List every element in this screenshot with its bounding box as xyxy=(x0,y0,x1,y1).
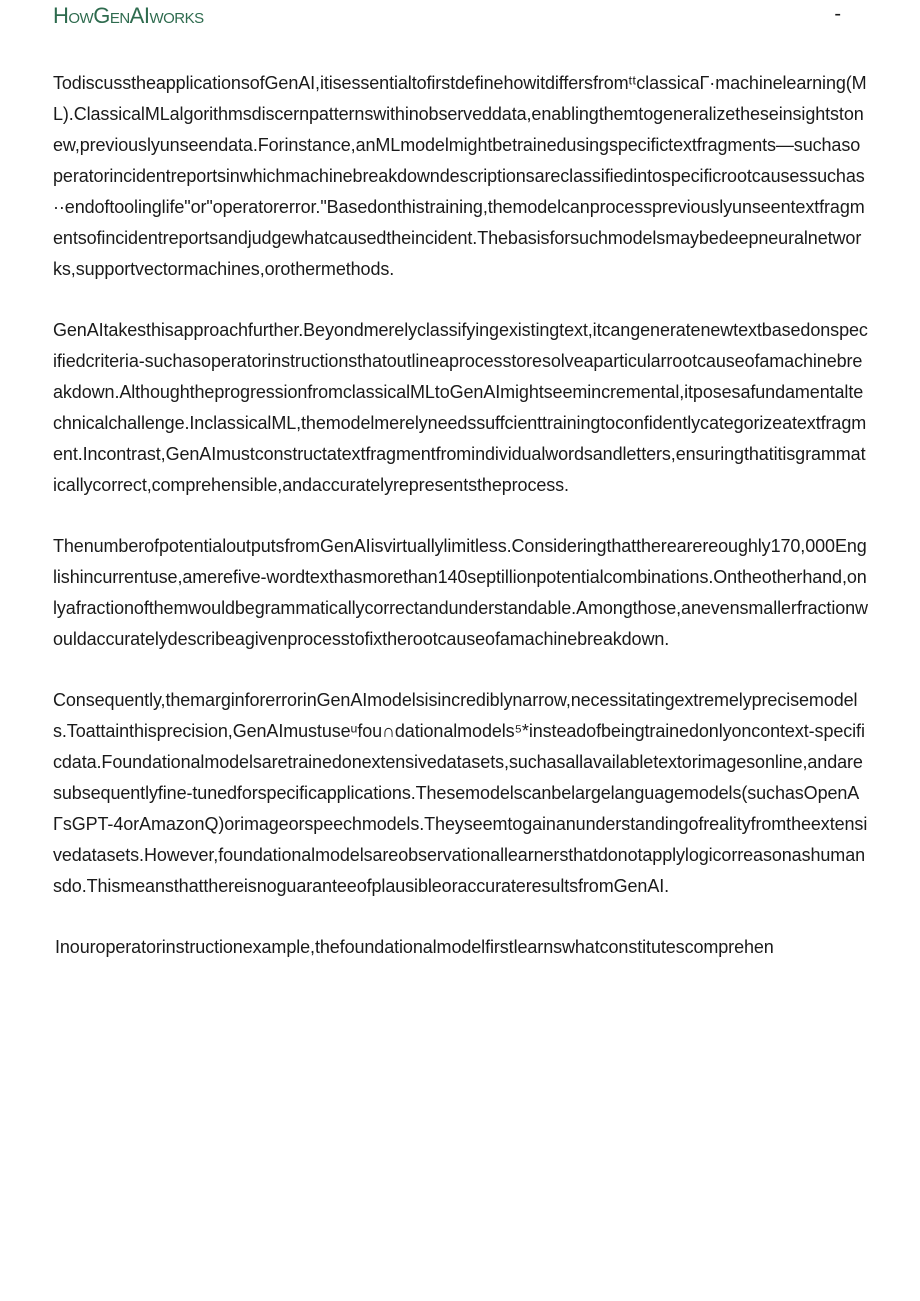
document-page xyxy=(53,0,869,993)
section-heading: HowGenAIworks xyxy=(53,3,204,28)
page-header xyxy=(53,0,869,32)
paragraph-3: ThenumberofpotentialoutputsfromGenAIisvirtuallylimitless.Consideringthattherearereoughly170,000Englishincurrentuse,amerefive-wordtexthasmorethan140septillionpotentialcombinations.Ontheotherhand,onlyafractionofthemwouldbegrammaticallycorrectandunderstandable.Amongthose,anevensmallerfractionwouldaccuratelydescribeagivenprocesstofixtherootcauseofamachinebreakdown. xyxy=(53,536,868,649)
paragraph-1: TodiscusstheapplicationsofGenAI,itisessentialtofirstdefinehowitdiffersfromᵗᵗclassicaΓ·machinelearning(ML).ClassicalMLalgorithmsdiscernpatternswithinobserveddata,enablingthemtogeneralizetheseinsightstonew,previouslyunseendata.Forinstance,anMLmodelmightbetrainedusingspecifictextfragments—suchasoperatorincidentreportsinwhichmachinebreakdowndescriptionsareclassifiedintospecificrootcausessuchas··endoftoolinglife"or"operatorerror."Basedonthistraining,themodelcanprocesspreviouslyunseentextfragmentsofincidentreportsandjudgewhatcausedtheincident.Thebasisforsuchmodelsmaybedeepneuralnetworks,supportvectormachines,orothermethods. xyxy=(53,73,867,279)
paragraph-2: GenAItakesthisapproachfurther.Beyondmerelyclassifyingexistingtext,itcangeneratenewtextbasedonspecifiedcriteria-suchasoperatorinstructionsthatoutlineaprocesstoresolveaparticularrootcauseofamachinebreakdown.AlthoughtheprogressionfromclassicalMLtoGenAImightseemincremental,itposesafundamentaltechnicalchallenge.InclassicalML,themodelmerelyneedssuffcienttrainingtoconfidentlycategorizeatextfragment.Incontrast,GenAImustconstructatextfragmentfromindividualwordsandletters,ensuringthatitisgrammaticallycorrect,comprehensible,andaccuratelyrepresentstheprocess. xyxy=(53,320,868,495)
paragraph-5: Inouroperatorinstructionexample,thefoundationalmodelfirstlearnswhatconstitutescomprehen xyxy=(55,937,774,957)
body-text xyxy=(53,68,869,963)
paragraph-4: Consequently,themarginforerrorinGenAImodelsisincrediblynarrow,necessitatingextremelyprecisemodels.Toattainthisprecision,GenAImustuseᵘfou∩dationalmodels⁵*insteadofbeingtrainedonlyoncontext-specificdata.Foundationalmodelsaretrainedonextensivedatasets,suchasallavailabletextorimagesonline,andaresubsequentlyfine-tunedforspecificapplications.Thesemodelscanbelargelanguagemodels(suchasOpenAΓsGPT-4orAmazonQ)orimageorspeechmodels.Theyseemtogainanunderstandingofrealityfromtheextensivedatasets.However,foundationalmodelsareobservationallearnersthatdonotapplylogicorreasonashumansdo.ThismeansthatthereisnoguaranteeofplausibleoraccurateresultsfromGenAI. xyxy=(53,690,868,896)
header-dash: - xyxy=(834,3,841,25)
